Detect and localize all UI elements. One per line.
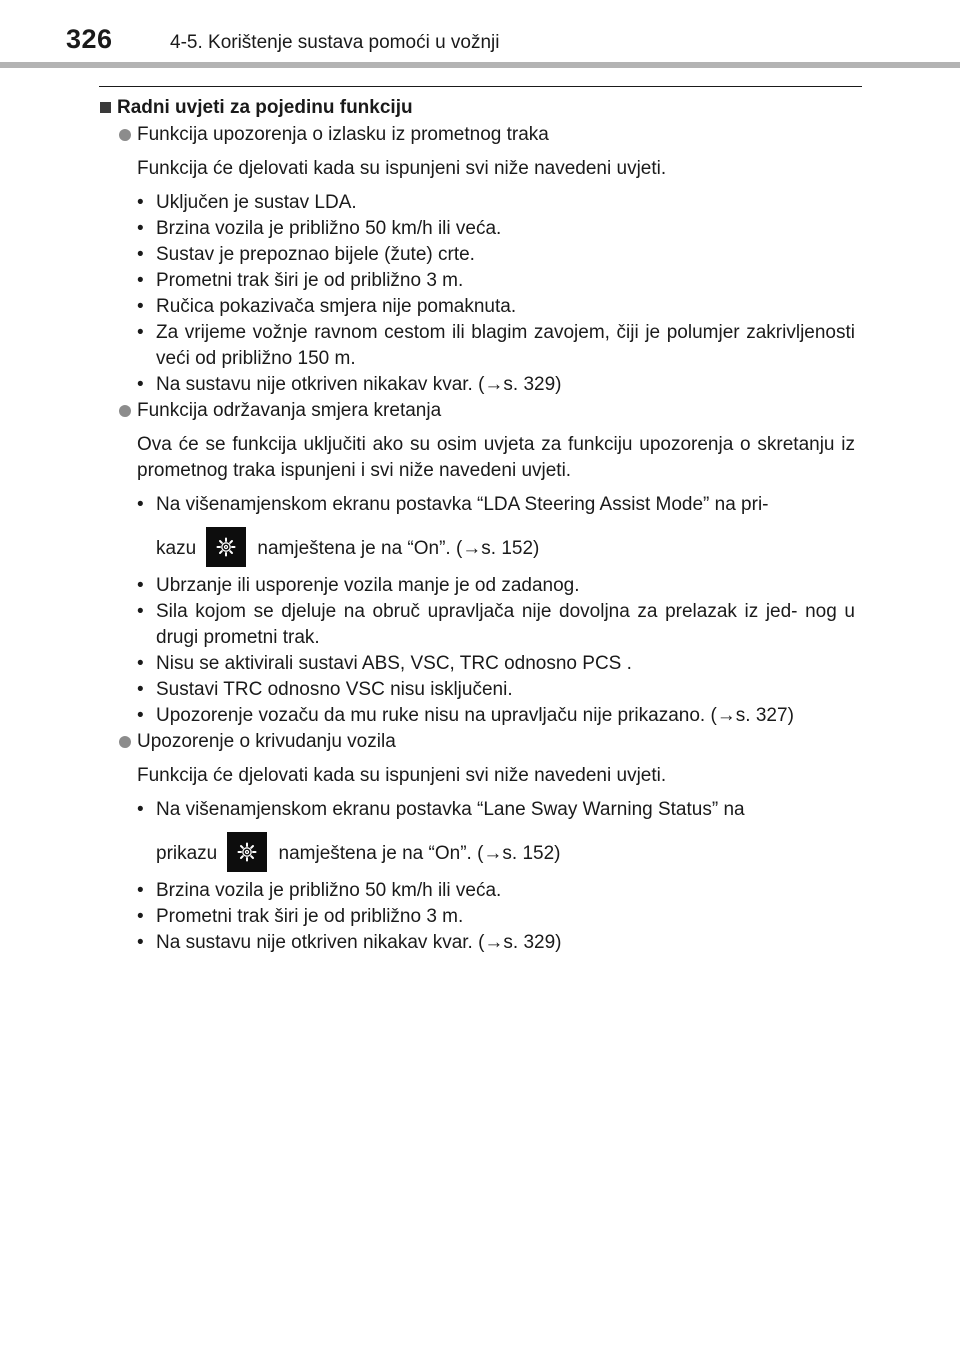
list-item: • Na sustavu nije otkriven nikakav kvar. (→s. 329) [137, 932, 562, 953]
list-item: • Sustav je prepoznao bijele (žute) crte. [137, 244, 475, 265]
function-title: Funkcija upozorenja o izlasku iz prometnog traka [137, 124, 549, 145]
section-title: Radni uvjeti za pojedinu funkciju [117, 97, 413, 118]
condition-list [137, 492, 855, 729]
circle-bullet-icon [119, 736, 131, 748]
list-item: • Na višenamjenskom ekranu postavka “Lane Sway Warning Status” na prikazu namještena je na “On”. (→s. 152) [137, 797, 855, 875]
list-item: • Ručica pokazivača smjera nije pomaknuta. [137, 296, 517, 317]
section-top-rule [99, 86, 862, 87]
function-title: Upozorenje o krivudanju vozila [137, 731, 396, 752]
list-item: • Nisu se aktivirali sustavi ABS, VSC, TRC odnosno PCS . [137, 653, 632, 674]
list-item: • Uključen je sustav LDA. [137, 192, 357, 213]
function-heading [99, 729, 855, 755]
function-intro: Funkcija će djelovati kada su ispunjeni svi niže navedeni uvjeti. [137, 158, 667, 179]
chapter-title: 4-5. Korištenje sustava pomoći u vožnji [170, 32, 500, 53]
condition-list [137, 190, 855, 398]
function-intro: Ova će se funkcija uključiti ako su osim uvjeta za funkciju upozorenja o skretanju iz prometnog traka ispunjeni i svi niže navedeni uvjeti. [137, 434, 855, 481]
list-item: • Ubrzanje ili usporenje vozila manje je od zadanog. [137, 575, 580, 596]
page-content [99, 95, 855, 956]
page-number: 326 [66, 24, 113, 54]
circle-bullet-icon [119, 129, 131, 141]
section-heading [99, 95, 855, 121]
list-item: • Sila kojom se djeluje na obruč upravljača nije dovoljna za prelazak iz jed- nog u drugi prometni trak. [137, 601, 855, 648]
list-item: • Na višenamjenskom ekranu postavka “LDA Steering Assist Mode” na pri- kazu namještena je na “On”. (→s. 152) [137, 492, 855, 570]
header-divider [0, 62, 960, 68]
settings-gear-icon [206, 527, 246, 567]
list-item: • Na sustavu nije otkriven nikakav kvar. (→s. 329) [137, 374, 562, 395]
square-bullet-icon [100, 102, 111, 113]
function-heading [99, 122, 855, 148]
page-header [0, 0, 960, 70]
function-intro: Funkcija će djelovati kada su ispunjeni svi niže navedeni uvjeti. [137, 765, 667, 786]
list-item: • Prometni trak širi je od približno 3 m. [137, 906, 464, 927]
list-item: • Upozorenje vozaču da mu ruke nisu na upravljaču nije prikazano. (→s. 327) [137, 705, 794, 726]
list-item: • Sustavi TRC odnosno VSC nisu isključeni. [137, 679, 513, 700]
settings-gear-icon [227, 832, 267, 872]
list-item: • Za vrijeme vožnje ravnom cestom ili blagim zavojem, čiji je polumjer zakrivljenosti veći od približno 150 m. [137, 322, 855, 369]
list-item: • Brzina vozila je približno 50 km/h ili veća. [137, 880, 502, 901]
condition-list [137, 797, 855, 956]
list-item: • Prometni trak širi je od približno 3 m. [137, 270, 464, 291]
list-item: • Brzina vozila je približno 50 km/h ili veća. [137, 218, 502, 239]
circle-bullet-icon [119, 405, 131, 417]
function-title: Funkcija održavanja smjera kretanja [137, 400, 442, 421]
function-heading [99, 398, 855, 424]
